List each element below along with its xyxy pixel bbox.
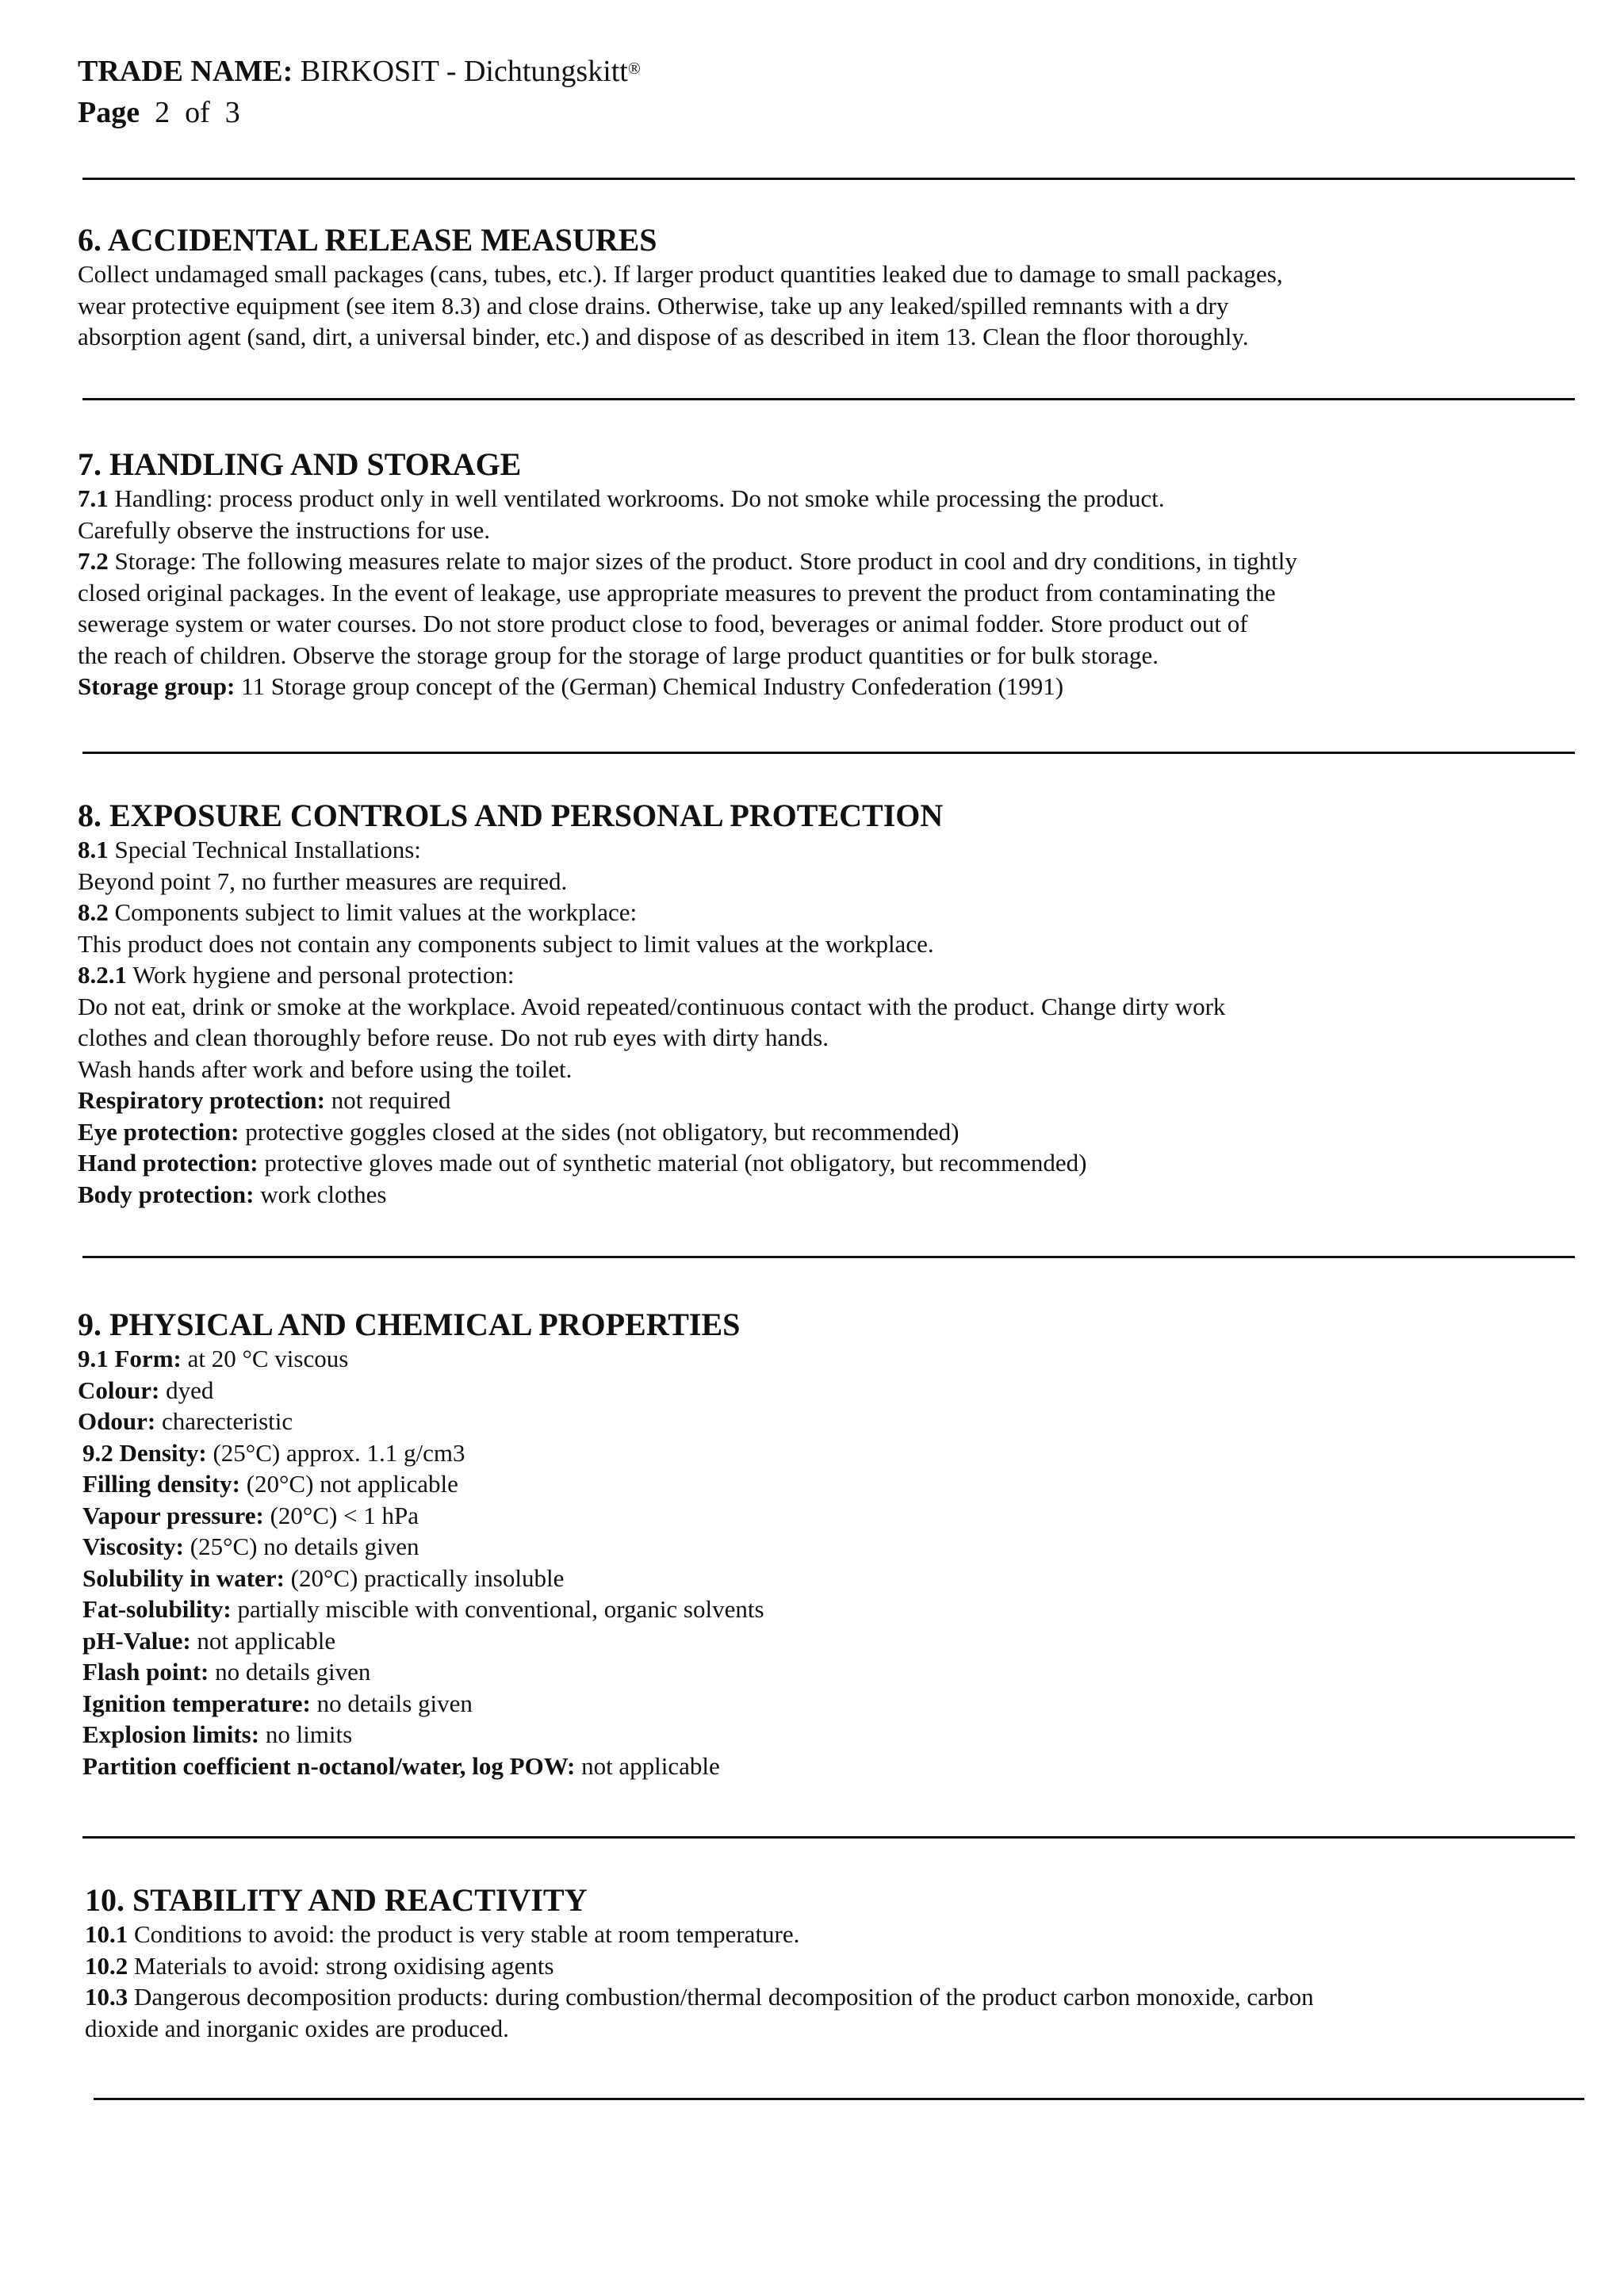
- text-line: wear protective equipment (see item 8.3) and close drains. Otherwise, take up any leaked/spilled remnants with a dry: [78, 291, 1229, 320]
- text-line: [78, 1116, 1568, 1148]
- page-number: 2: [155, 96, 170, 129]
- property-label: Flash point:: [82, 1658, 209, 1686]
- text-line: Carefully observe the instructions for use.: [78, 515, 490, 544]
- item-text: Handling: process product only in well ventilated workrooms. Do not smoke while processing the product.: [114, 484, 1165, 512]
- property-value: at 20 °C viscous: [187, 1345, 349, 1372]
- item-number: 7.2: [78, 547, 109, 575]
- item-text: Conditions to avoid: the product is very stable at room temperature.: [134, 1920, 800, 1948]
- item-number: 10.3: [85, 1983, 128, 2011]
- text-line: [78, 959, 1568, 991]
- item-number: 8.2.1: [78, 961, 127, 989]
- item-text: Special Technical Installations:: [114, 836, 421, 863]
- of-label: of: [185, 96, 210, 129]
- section-title: 6. ACCIDENTAL RELEASE MEASURES: [78, 222, 657, 258]
- item-text: not required: [331, 1086, 451, 1114]
- section-exposure-controls: [78, 798, 1568, 1210]
- text-line: [85, 1981, 1576, 2013]
- property-row: [78, 1751, 1568, 1782]
- text-line: clothes and clean thoroughly before reuse. Do not rub eyes with dirty hands.: [78, 1024, 829, 1051]
- item-text: Storage: The following measures relate to major sizes of the product. Store product in cool and dry conditions, in tightly: [114, 547, 1297, 575]
- property-row: [78, 1437, 1568, 1469]
- property-value: no limits: [265, 1720, 353, 1748]
- property-row: [78, 1719, 1568, 1751]
- property-row: [78, 1500, 1568, 1532]
- property-value: (20°C) not applicable: [246, 1470, 458, 1498]
- trade-name-line: [78, 52, 641, 90]
- property-row: [78, 1656, 1568, 1688]
- item-label: Eye protection:: [78, 1117, 239, 1146]
- item-text: Work hygiene and personal protection:: [132, 961, 515, 989]
- item-number: 10.1: [85, 1920, 128, 1948]
- item-text: protective gloves made out of synthetic material (not obligatory, but recommended): [264, 1149, 1087, 1177]
- property-value: no details given: [316, 1689, 473, 1717]
- text-line: Do not eat, drink or smoke at the workplace. Avoid repeated/continuous contact with the product. Change dirty work: [78, 992, 1226, 1020]
- text-line: dioxide and inorganic oxides are produced.: [85, 2014, 509, 2042]
- text-line: [78, 1179, 1568, 1211]
- property-row: [78, 1375, 1568, 1406]
- item-label: Body protection:: [78, 1180, 255, 1208]
- text-line: [78, 897, 1568, 928]
- property-label: Solubility in water:: [82, 1563, 285, 1592]
- section-title: 10. STABILITY AND REACTIVITY: [85, 1882, 588, 1918]
- property-value: (20°C) < 1 hPa: [270, 1501, 419, 1529]
- page-number-line: [78, 94, 240, 132]
- property-value: (20°C) practically insoluble: [290, 1563, 565, 1592]
- item-text: 11 Storage group concept of the (German) Chemical Industry Confederation (1991): [241, 672, 1064, 700]
- section-title: 8. EXPOSURE CONTROLS AND PERSONAL PROTECTION: [78, 798, 944, 833]
- item-text: Materials to avoid: strong oxidising agents: [134, 1951, 554, 1980]
- section-stability-reactivity: [85, 1882, 1576, 2044]
- property-label: pH-Value:: [82, 1626, 191, 1655]
- text-line: Collect undamaged small packages (cans, tubes, etc.). If larger product quantities leaked due to damage to small packages,: [78, 260, 1283, 288]
- property-label: Partition coefficient n-octanol/water, log POW:: [82, 1751, 576, 1780]
- property-value: (25°C) approx. 1.1 g/cm3: [213, 1438, 465, 1467]
- text-line: [78, 1085, 1568, 1116]
- property-row: [78, 1531, 1568, 1563]
- divider-rule: [82, 1836, 1575, 1839]
- item-label: Storage group:: [78, 672, 236, 700]
- property-label: Ignition temperature:: [82, 1689, 311, 1717]
- item-number: 10.2: [85, 1951, 128, 1980]
- text-line: [78, 834, 1568, 866]
- text-line: [78, 483, 1568, 515]
- registered-mark: ®: [627, 59, 641, 78]
- text-line: closed original packages. In the event of leakage, use appropriate measures to prevent the product from contaminating the: [78, 578, 1276, 607]
- section-accidental-release: [78, 222, 1568, 353]
- text-line: [78, 545, 1568, 577]
- property-value: (25°C) no details given: [190, 1533, 419, 1560]
- section-physical-chemical-properties: [78, 1307, 1568, 1781]
- property-row: [78, 1406, 1568, 1437]
- property-value: not applicable: [581, 1751, 720, 1780]
- item-number: 7.1: [78, 484, 109, 512]
- item-text: protective goggles closed at the sides (not obligatory, but recommended): [245, 1117, 959, 1146]
- text-line: [78, 1147, 1568, 1179]
- property-label: 9.2 Density:: [82, 1438, 207, 1467]
- divider-rule: [94, 2098, 1584, 2100]
- property-row: [78, 1688, 1568, 1720]
- property-value: not applicable: [197, 1626, 336, 1655]
- property-row: [78, 1343, 1568, 1375]
- item-label: Respiratory protection:: [78, 1086, 325, 1114]
- property-value: dyed: [166, 1376, 214, 1404]
- property-label: Explosion limits:: [82, 1720, 260, 1748]
- text-line: [85, 1919, 1576, 1950]
- item-number: 8.1: [78, 836, 109, 863]
- property-label: Filling density:: [82, 1470, 240, 1498]
- property-label: Fat-solubility:: [82, 1595, 232, 1623]
- item-text: work clothes: [260, 1180, 387, 1208]
- property-label: Colour:: [78, 1376, 160, 1404]
- property-row: [78, 1625, 1568, 1657]
- section-title: 7. HANDLING AND STORAGE: [78, 446, 522, 482]
- property-value: charecteristic: [161, 1407, 293, 1435]
- property-row: [78, 1468, 1568, 1500]
- property-label: Viscosity:: [82, 1533, 184, 1560]
- text-line: [78, 671, 1568, 702]
- item-text: Dangerous decomposition products: during combustion/thermal decomposition of the product carbon monoxide, carbon: [134, 1983, 1314, 2011]
- property-label: Odour:: [78, 1407, 156, 1435]
- divider-rule: [82, 1256, 1575, 1258]
- divider-rule: [82, 752, 1575, 754]
- section-title: 9. PHYSICAL AND CHEMICAL PROPERTIES: [78, 1307, 741, 1342]
- text-line: the reach of children. Observe the storage group for the storage of large product quantities or for bulk storage.: [78, 641, 1159, 669]
- trade-name-label: TRADE NAME:: [78, 55, 293, 88]
- item-label: Hand protection:: [78, 1149, 259, 1177]
- property-row: [78, 1594, 1568, 1625]
- text-line: sewerage system or water courses. Do not store product close to food, beverages or animal fodder. Store product out of: [78, 610, 1248, 637]
- divider-rule: [82, 398, 1575, 400]
- property-value: partially miscible with conventional, organic solvents: [237, 1595, 764, 1623]
- property-label: 9.1 Form:: [78, 1345, 182, 1372]
- section-handling-storage: [78, 446, 1568, 702]
- property-label: Vapour pressure:: [82, 1501, 264, 1529]
- trade-name: BIRKOSIT - Dichtungskitt: [300, 55, 628, 88]
- item-number: 8.2: [78, 898, 109, 926]
- property-row: [78, 1563, 1568, 1594]
- divider-rule: [82, 178, 1575, 180]
- text-line: absorption agent (sand, dirt, a universal binder, etc.) and dispose of as described in item 13. Clean the floor thoroughly.: [78, 323, 1249, 350]
- property-value: no details given: [215, 1658, 371, 1686]
- text-line: Beyond point 7, no further measures are required.: [78, 867, 568, 895]
- text-line: Wash hands after work and before using the toilet.: [78, 1054, 573, 1083]
- page-label: Page: [78, 96, 140, 129]
- page-total: 3: [224, 96, 240, 129]
- text-line: [85, 1950, 1576, 1982]
- item-text: Components subject to limit values at the workplace:: [114, 898, 638, 926]
- text-line: This product does not contain any components subject to limit values at the workplace.: [78, 929, 934, 958]
